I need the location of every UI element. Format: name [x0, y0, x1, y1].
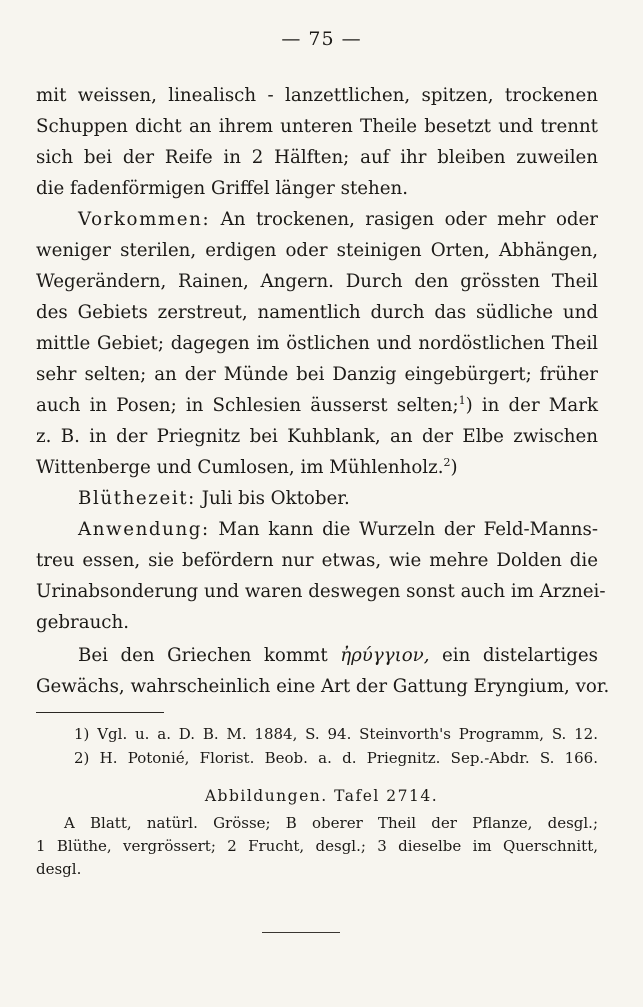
- illustrations-title: Abbildungen. Tafel 2714.: [204, 787, 439, 805]
- caption-line: A Blatt, natürl. Grösse; B oberer Theil der Pflanze, desgl.;: [64, 814, 598, 832]
- text-line: [36, 514, 598, 545]
- text-line: mit weissen, linealisch - lanzettlichen, spitzen, trockenen: [36, 85, 598, 106]
- text-span: Man kann die Wurzeln der Feld-Manns-: [218, 519, 598, 540]
- text-line: die fadenförmigen Griffel länger stehen.: [36, 178, 408, 199]
- text-line: [36, 483, 598, 514]
- text-line: Schuppen dicht an ihrem unteren Theile besetzt und trennt: [36, 116, 598, 137]
- paragraph-anwendung: [36, 514, 606, 638]
- text-line: [36, 452, 598, 483]
- end-divider: [262, 932, 340, 933]
- text-line: sich bei der Reife in 2 Hälften; auf ihr bleiben zuweilen: [36, 147, 598, 168]
- paragraph-vorkommen: [36, 204, 598, 483]
- text-span: Bei den Griechen kommt: [78, 645, 328, 666]
- text-line: Wegerändern, Rainen, Angern. Durch den grössten Theil: [36, 271, 598, 292]
- text-line: sehr selten; an der Münde bei Danzig eingebürgert; früher: [36, 364, 598, 385]
- text-span: Wittenberge und Cumlosen, im Mühlenholz.: [36, 457, 444, 478]
- text-span: Juli bis Oktober.: [201, 488, 350, 509]
- footnote-divider: [36, 712, 164, 713]
- footnote-ref: 1: [458, 393, 466, 407]
- text-span: An trockenen, rasigen oder mehr oder: [220, 209, 598, 230]
- text-line: weniger sterilen, erdigen oder steinigen Orten, Abhängen,: [36, 240, 598, 261]
- page-number: — 75 —: [281, 28, 362, 50]
- section-label-vorkommen: Vorkommen:: [78, 209, 211, 230]
- text-line: Gewächs, wahrscheinlich eine Art der Gattung Eryngium, vor.: [36, 676, 610, 697]
- footnote-2: 2) H. Potonié, Florist. Beob. a. d. Priegnitz. Sep.-Abdr. S. 166.: [74, 749, 598, 767]
- text-line: mittle Gebiet; dagegen im östlichen und nordöstlichen Theil: [36, 333, 598, 354]
- caption-line: desgl.: [36, 860, 82, 878]
- text-span: ): [450, 457, 458, 478]
- text-line: Urinabsonderung und waren deswegen sonst auch im Arznei-: [36, 581, 606, 602]
- text-line: z. B. in der Priegnitz bei Kuhblank, an der Elbe zwischen: [36, 426, 598, 447]
- text-line: treu essen, sie befördern nur etwas, wie mehre Dolden die: [36, 550, 598, 571]
- text-line: [36, 640, 598, 671]
- paragraph-description: [36, 80, 598, 204]
- illustrations-caption: [36, 812, 598, 881]
- caption-line: 1 Blüthe, vergrössert; 2 Frucht, desgl.; 3 dieselbe im Querschnitt,: [36, 837, 598, 855]
- text-line: gebrauch.: [36, 612, 129, 633]
- footnote-ref: 2: [443, 455, 451, 469]
- text-span: auch in Posen; in Schlesien äusserst selten;: [36, 395, 459, 416]
- text-span: ) in der Mark: [465, 395, 598, 416]
- text-line: [36, 390, 598, 421]
- text-span: ein distelartiges: [442, 645, 598, 666]
- text-line: [36, 204, 598, 235]
- section-label-bluethezeit: Blüthezeit:: [78, 488, 196, 509]
- footnote-1: 1) Vgl. u. a. D. B. M. 1884, S. 94. Steinvorth's Programm, S. 12.: [74, 725, 598, 743]
- greek-word: ἠρύγγιον,: [340, 645, 430, 666]
- paragraph-bluethezeit: [36, 483, 598, 514]
- footnotes: [74, 722, 598, 770]
- text-line: des Gebiets zerstreut, namentlich durch das südliche und: [36, 302, 598, 323]
- paragraph-griechen: [36, 640, 610, 702]
- section-label-anwendung: Anwendung:: [78, 519, 210, 540]
